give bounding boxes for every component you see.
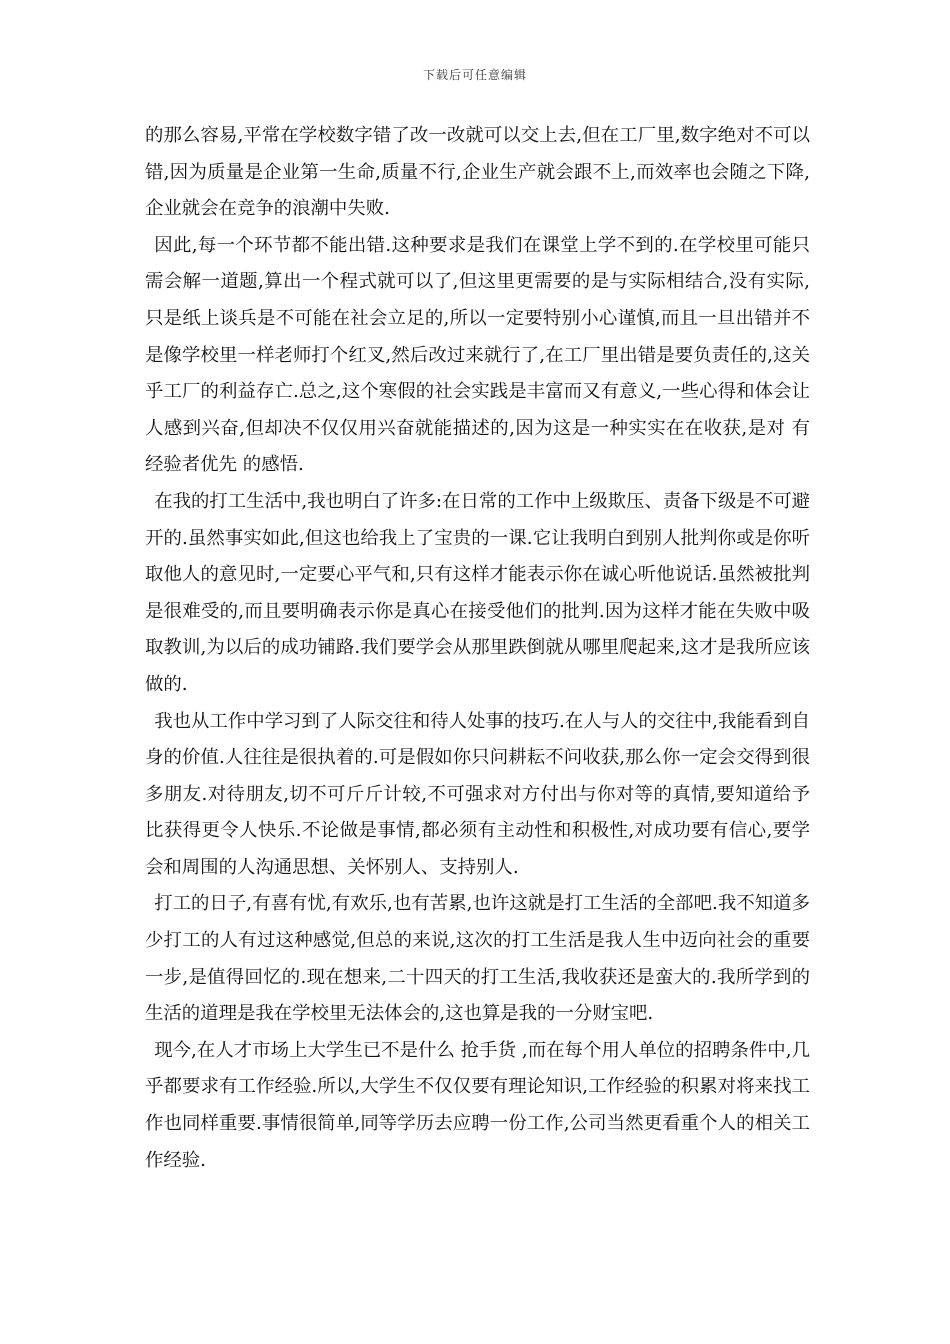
page-header: 下载后可任意编辑 <box>422 68 527 82</box>
paragraph-5: 打工的日子,有喜有忧,有欢乐,也有苦累,也许这就是打工生活的全部吧.我不知道多少打工的人有过这种感觉,但总的来说,这次的打工生活是我人生中迈向社会的重要一步,是值得回忆的.现在想来,二十四天的打工生活,我收获还是蛮大的.我所学到的生活的道理是我在学校里无法体会的,这也算是我的一分财宝吧. <box>145 893 810 1025</box>
paragraph-1: 的那么容易,平常在学校数字错了改一改就可以交上去,但在工厂里,数字绝对不可以错,因为质量是企业第一生命,质量不行,企业生产就会跟不上,而效率也会随之下降,企业就会在竞争的浪潮中失败. <box>145 125 810 220</box>
paragraph-3: 在我的打工生活中,我也明白了许多:在日常的工作中上级欺压、责备下级是不可避开的.虽然事实如此,但这也给我上了宝贵的一课.它让我明白到别人批判你或是你听取他人的意见时,一定要心平气和,只有这样才能表示你在诚心听他说话.虽然被批判是很难受的,而且要明确表示你是真心在接受他们的批判.因为这样才能在失败中吸取教训,为以后的成功铺路.我们要学会从那里跌倒就从哪里爬起来,这才是我所应该做的. <box>145 490 810 695</box>
paragraph-2: 因此,每一个环节都不能出错.这种要求是我们在课堂上学不到的.在学校里可能只需会解一道题,算出一个程式就可以了,但这里更需要的是与实际相结合,没有实际,只是纸上谈兵是不可能在社会立足的,所以一定要特别小心谨慎,而且一旦出错并不是像学校里一样老师打个红叉,然后改过来就行了,在工厂里出错是要负责任的,这关乎工厂的利益存亡.总之,这个寒假的社会实践是丰富而又有意义,一些心得和体会让人感到兴奋,但却决不仅仅用兴奋就能描述的,因为这是一种实实在在收获,是对 有经验者优先 的感悟. <box>145 234 810 476</box>
body-text <box>145 118 810 1179</box>
paragraph-6: 现今,在人才市场上大学生已不是什么 抢手货 ,而在每个用人单位的招聘条件中,几乎都要求有工作经验.所以,大学生不仅仅要有理论知识,工作经验的积累对将来找工作也同样重要.事情很简单,同等学历去应聘一份工作,公司当然更看重个人的相关工作经验. <box>145 1039 810 1171</box>
paragraph-4: 我也从工作中学习到了人际交往和待人处事的技巧.在人与人的交往中,我能看到自身的价值.人往往是很执着的.可是假如你只问耕耘不问收获,那么你一定会交得到很多朋友.对待朋友,切不可斤斤计较,不可强求对方付出与你对等的真情,要知道给予比获得更令人快乐.不论做是事情,都必须有主动性和积极性,对成功要有信心,要学会和周围的人沟通思想、关怀别人、支持别人. <box>145 710 810 878</box>
